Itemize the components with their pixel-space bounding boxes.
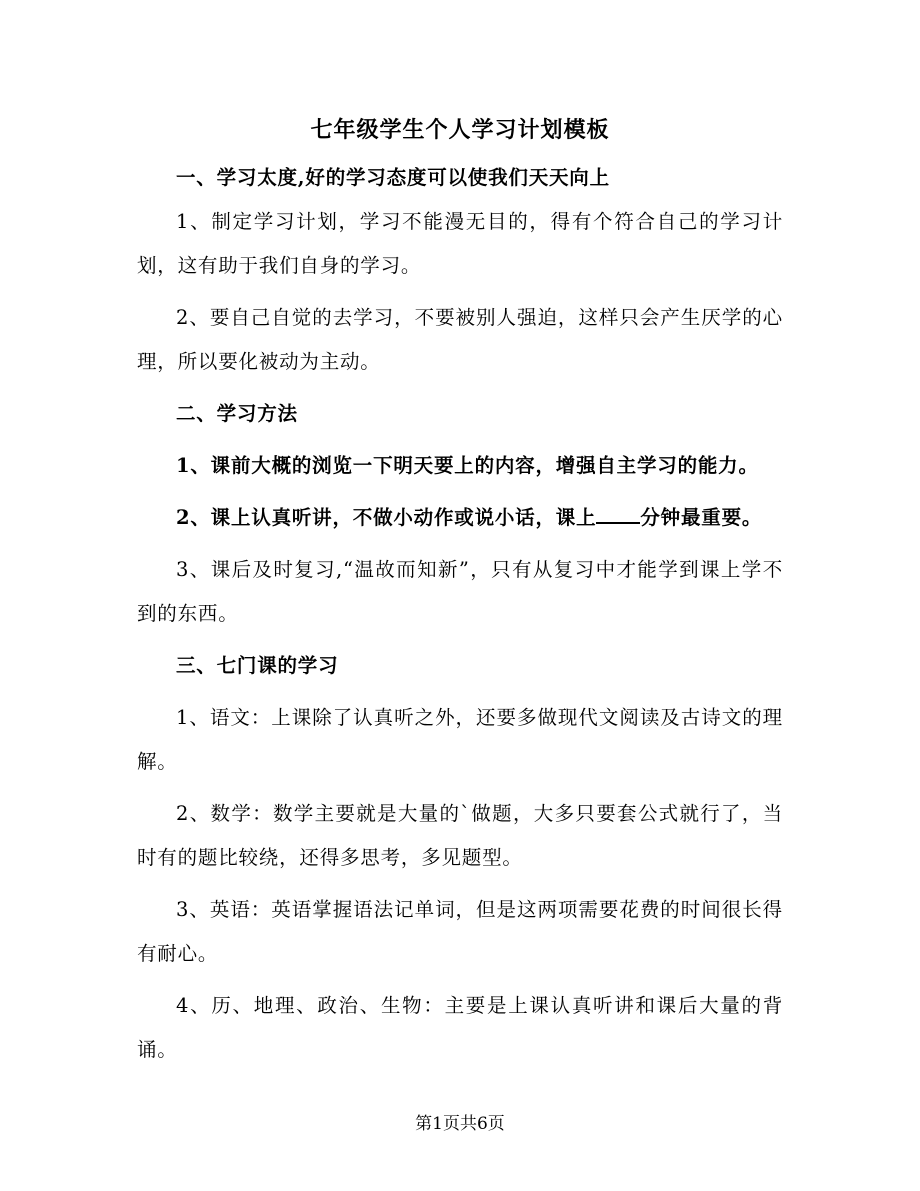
paragraph-listen-in-class	[137, 496, 783, 540]
paragraph-other-subjects: 4、历、地理、政治、生物：主要是上课认真听讲和课后大量的背诵。	[137, 994, 783, 1061]
section-heading-methods: 二、学习方法	[176, 402, 298, 425]
paragraph-listen-text-after: 分钟最重要。	[640, 506, 763, 529]
paragraph-math: 2、数学：数学主要就是大量的`做题，大多只要套公式就行了，当时有的题比较绕，还得多思考，多见题型。	[137, 802, 783, 869]
paragraph-chinese: 1、语文：上课除了认真听之外，还要多做现代文阅读及古诗文的理解。	[137, 706, 783, 773]
paragraph-listen-text-before: 2、课上认真听讲，不做小动作或说小话，课上	[176, 506, 597, 529]
paragraph-preview: 1、课前大概的浏览一下明天要上的内容，增强自主学习的能力。	[176, 454, 759, 477]
paragraph-study-plan: 1、制定学习计划，学习不能漫无目的，得有个符合自己的学习计划，这有助于我们自身的学习。	[137, 210, 783, 277]
fill-in-blank	[596, 504, 640, 524]
paragraph-review: 3、课后及时复习,“温故而知新”，只有从复习中才能学到课上学不到的东西。	[137, 558, 783, 625]
section-heading-subjects: 三、七门课的学习	[176, 654, 339, 677]
page-number: 第1页共6页	[415, 1114, 505, 1134]
section-heading-attitude: 一、学习太度,好的学习态度可以使我们天天向上	[176, 166, 610, 189]
paragraph-english: 3、英语：英语掌握语法记单词，但是这两项需要花费的时间很长得有耐心。	[137, 898, 783, 965]
document-title: 七年级学生个人学习计划模板	[310, 117, 610, 143]
document-body	[137, 156, 783, 1072]
paragraph-self-discipline: 2、要自己自觉的去学习，不要被别人强迫，这样只会产生厌学的心理，所以要化被动为主动。	[137, 306, 783, 373]
